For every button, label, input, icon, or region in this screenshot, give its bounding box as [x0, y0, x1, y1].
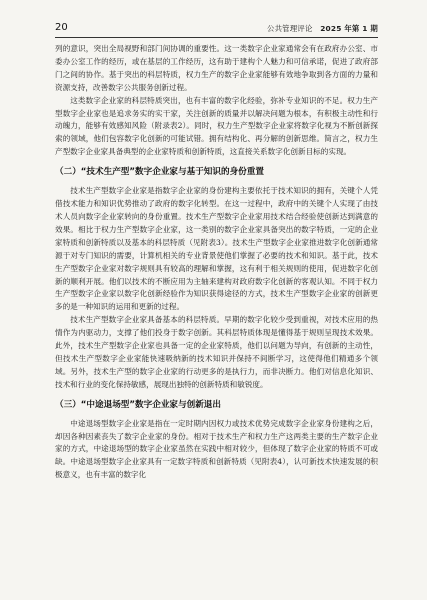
paragraph: 技术生产型数字企业家是指数字企业家的身份建构主要依托于技术知识的拥有，关键个人凭借技术能力和知识优势推动了政府的数字化转型。在这一过程中，政府中的关键个人实现了由技术人员向数字企业家转向的身份重置。技术生产型数字企业家用技术结合经验使创新达到满意的效果。相比于权力生产型数字企业家，这一类别的数字企业家具备突出的数字特质，一定的企业家特质和创新特质以及基本的科层特质（见附表3）。技术生产型数字企业家推进数字化创新通常源于对专门知识的需要，计算机相关的专业背景使他们掌握了必要的技术和知识。基于此，技术生产型数字企业家对数字规则具有较高的理解和掌握，这有利于相关规则的使用，促进数字化创新的顺利开展。他们以技术的不断应用为主轴来建构对政府数字化创新的客观认知。不同于权力生产型数字企业家以数字化创新经验作为知识获得途径的方式，技术生产型数字企业家的创新更多的是一种知识的运用和更新的过程。 [55, 186, 378, 312]
paragraph: 列的意识，突出全局视野和部门间协调的重要性。这一类数字企业家通常会有在政府办公室、市委办公室工作的经历，或在基层的工作经历，这有助于建构个人魅力和可信承诺，促进了政府部门之间的协作。基于突出的科层特质，权力生产的数字企业家能够有效地争取到各方面的力量和资源支持，改善数字公共服务创新过程。 [55, 44, 378, 92]
journal-name: 公共管理评论 [266, 24, 313, 33]
body-text [55, 43, 378, 482]
page-number: 20 [55, 22, 68, 33]
section-heading: （二）“技术生产型”数字企业家与基于知识的身份重置 [55, 167, 264, 178]
running-header [55, 0, 378, 38]
paragraph: 中途退场型数字企业家是指在一定时期内因权力或技术优势完成数字企业家身份建构之后，却因各种因素丧失了数字企业家的身份。相对于技术生产和权力生产这两类主要的生产数字企业家的方式，中途退场型的数字企业家虽然在实践中相对较少，但体现了数字企业家的特质不可或缺。中途退场型数字企业家具有一定数字特质和创新特质（见附表4），认可新技术快速发展的积极意义，也有丰富的数字化 [55, 418, 378, 480]
journal-title [267, 23, 378, 34]
section-heading: （三）“中途退场型”数字企业家与创新退出 [55, 399, 221, 410]
journal-issue: 2025 年第 1 期 [320, 24, 378, 33]
paragraph: 这类数字企业家的科层特质突出，也有丰富的数字化经验，弥补专业知识的不足。权力生产型数字企业家也是追求务实的实干家，关注创新的质量并以解决问题为根本，有积极主动性和行动魄力，能够有效感知风险（附录表2）。同时，权力生产型数字企业家将数字化视为不断创新探索的领域，他们包容数字化创新的可能试错。拥有结构化、再分解的创新思维。简言之，权力生产型数字企业家具备典型的企业家特质和创新特质，这直接关系数字化创新目标的实现。 [55, 95, 378, 157]
paragraph: 技术生产型数字企业家具备基本的科层特质。早期的数字化较少受到重视，对技术应用的热情作为内驱动力，支撑了他们投身于数字创新。其科层特质体现是懂得基于规则呈现技术效果。此外，技术生产型数字企业家也具备一定的企业家特质，他们以问题为导向，有创新的主动性，但技术生产型数字企业家能快速吸纳新的技术知识并保持不间断学习，这使得他们精通多个领域。另外，技术生产型的数字企业家的行动更多的是执行力，而非决断力。他们对信息化知识、技术和行业的变化保持敏感，展现出独特的创新特质和敏锐度。 [55, 315, 378, 389]
